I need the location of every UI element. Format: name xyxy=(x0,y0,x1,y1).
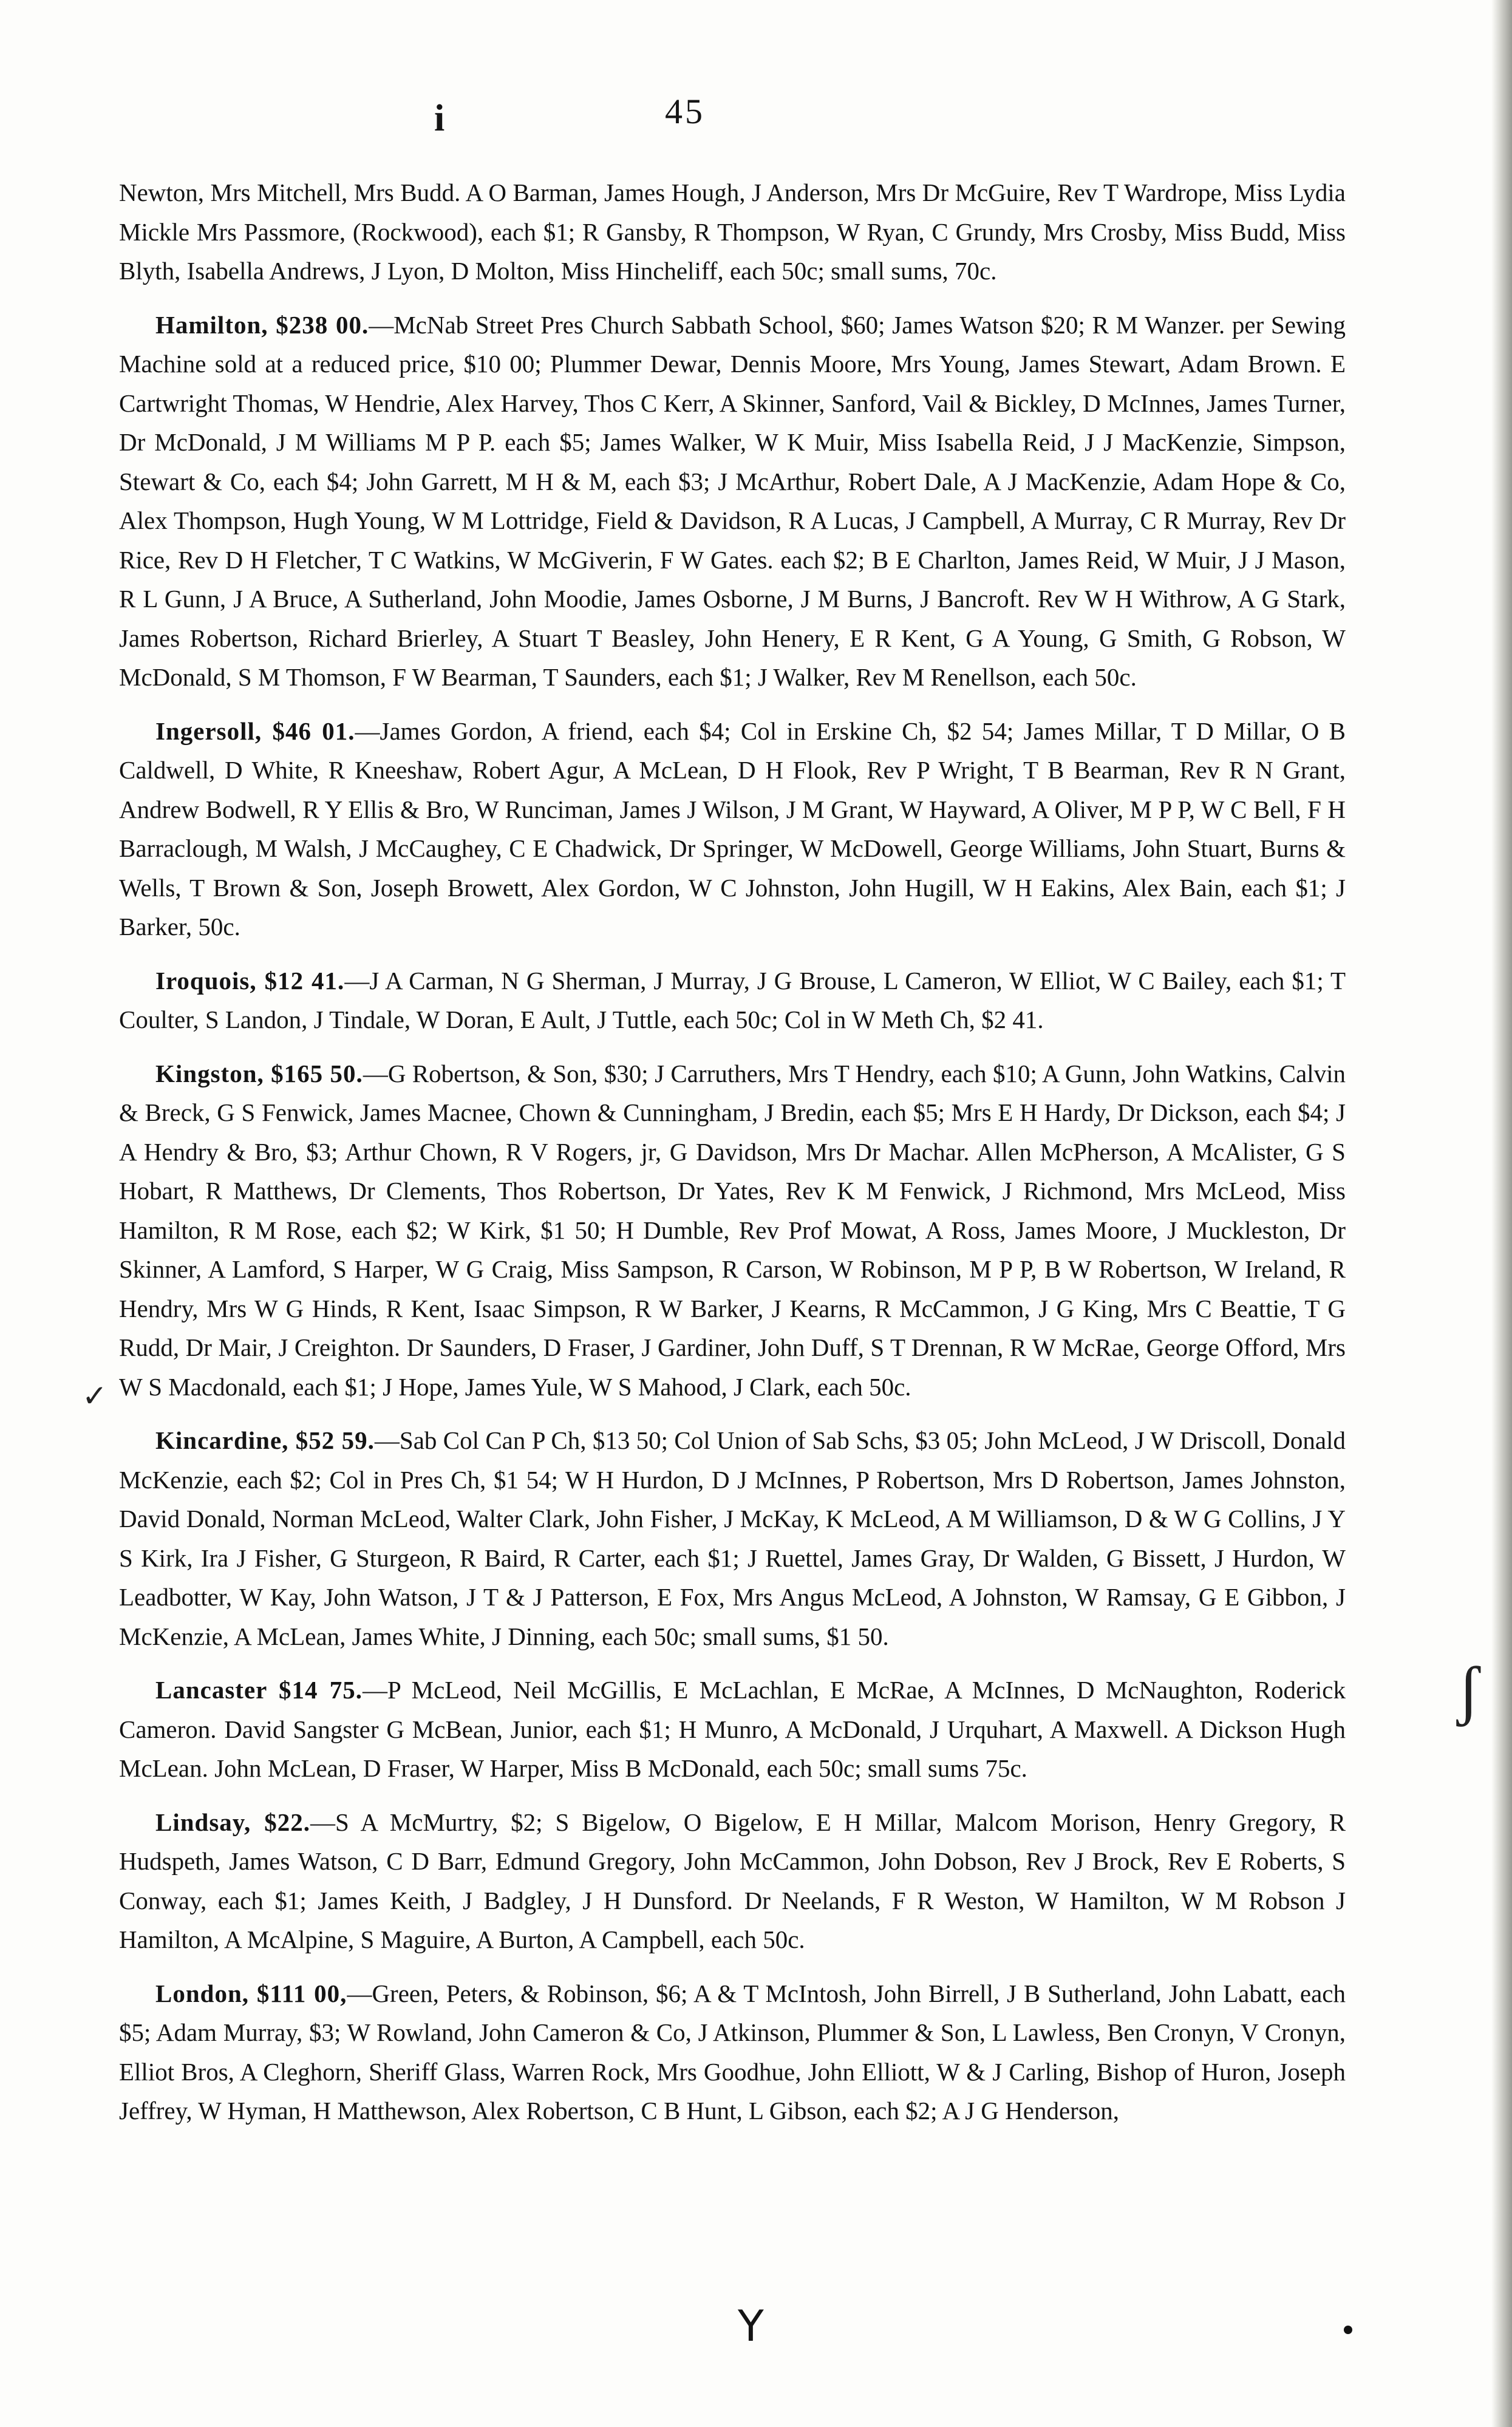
town-heading: Iroquois, $12 41. xyxy=(155,966,345,995)
margin-pen-mark: ʃ xyxy=(1457,1653,1480,1727)
town-heading: Hamilton, $238 00. xyxy=(155,310,369,339)
town-heading: London, $111 00, xyxy=(155,1979,347,2007)
corner-mark: i xyxy=(434,98,445,139)
page-header xyxy=(0,91,1512,140)
margin-check-mark: ✓ xyxy=(82,1379,107,1413)
entry-kingston xyxy=(119,1054,1346,1407)
entry-text: —Green, Peters, & Robinson, $6; A & T McIntosh, John Birrell, J B Sutherland, John Labatt, each $5; Adam Murray, $3; W Rowland, John Cameron & Co, J Atkinson, Plummer & Son, L Lawless, Ben Cronyn, V Cronyn, Elliot Bros, A Cleghorn, Sheriff Glass, Warren Rock, Mrs Goodhue, John Elliott, W & J Carling, Bishop of Huron, Joseph Jeffrey, W Hyman, H Matthewson, Alex Robertson, C B Hunt, L Gibson, each $2; A J G Henderson, xyxy=(119,1979,1346,2125)
entry-london xyxy=(119,1974,1346,2131)
town-heading: Lindsay, $22. xyxy=(155,1808,310,1836)
scan-edge-shadow xyxy=(1491,0,1512,2427)
town-heading: Lancaster $14 75. xyxy=(155,1676,363,1704)
entry-text: Newton, Mrs Mitchell, Mrs Budd. A O Barman, James Hough, J Anderson, Mrs Dr McGuire, Rev T Wardrope, Miss Lydia Mickle Mrs Passmore, (Rockwood), each $1; R Gansby, R Thompson, W Ryan, C Grundy, Mrs Crosby, Miss Budd, Miss Blyth, Isabella Andrews, J Lyon, D Molton, Miss Hincheliff, each 50c; small sums, 70c. xyxy=(119,179,1346,285)
subscription-list xyxy=(119,173,1346,2145)
stray-ink-dot xyxy=(1344,2326,1352,2334)
entry-lancaster xyxy=(119,1670,1346,1788)
entry-kincardine xyxy=(119,1421,1346,1656)
entry-text: —J A Carman, N G Sherman, J Murray, J G Brouse, L Cameron, W Elliot, W C Bailey, each $1; T Coulter, S Landon, J Tindale, W Doran, E Ault, J Tuttle, each 50c; Col in W Meth Ch, $2 41. xyxy=(119,966,1346,1033)
entry-text: —Sab Col Can P Ch, $13 50; Col Union of Sab Schs, $3 05; John McLeod, J W Driscoll, Donald McKenzie, each $2; Col in Pres Ch, $1 54; W H Hurdon, D J McInnes, P Robertson, Mrs D Robertson, James Johnston, David Donald, Norman McLeod, Walter Clark, John Fisher, J McKay, K McLeod, A M Williamson, D & W G Collins, J Y S Kirk, Ira J Fisher, G Sturgeon, R Baird, R Carter, each $1; J Ruettel, James Gray, Dr Walden, G Bissett, J Hurdon, W Leadbotter, W Kay, John Watson, J T & J Patterson, E Fox, Mrs Angus McLeod, A Johnston, W Ramsay, G E Gibbon, J McKenzie, A McLean, James White, J Dinning, each 50c; small sums, $1 50. xyxy=(119,1426,1346,1650)
entry-text: —James Gordon, A friend, each $4; Col in Erskine Ch, $2 54; James Millar, T D Millar, O B Caldwell, D White, R Kneeshaw, Robert Agur, A McLean, D H Flook, Rev P Wright, T B Bearman, Rev R N Grant, Andrew Bodwell, R Y Ellis & Bro, W Runciman, James J Wilson, J M Grant, W Hayward, A Oliver, M P P, W C Bell, F H Barraclough, M Walsh, J McCaughey, C E Chadwick, Dr Springer, W McDowell, George Williams, John Stuart, Burns & Wells, T Brown & Son, Joseph Browett, Alex Gordon, W C Johnston, John Hugill, W H Eakins, Alex Bain, each $1; J Barker, 50c. xyxy=(119,717,1346,941)
entry-text: —McNab Street Pres Church Sabbath School, $60; James Watson $20; R M Wanzer. per Sewing Machine sold at a reduced price, $10 00; Plummer Dewar, Dennis Moore, Mrs Young, James Stewart, Adam Brown. E Cartwright Thomas, W Hendrie, Alex Harvey, Thos C Kerr, A Skinner, Sanford, Vail & Bickley, D McInnes, James Turner, Dr McDonald, J M Williams M P P. each $5; James Walker, W K Muir, Miss Isabella Reid, J J MacKenzie, Simpson, Stewart & Co, each $4; John Garrett, M H & M, each $3; J McArthur, Robert Dale, A J MacKenzie, Adam Hope & Co, Alex Thompson, Hugh Young, W M Lottridge, Field & Davidson, R A Lucas, J Campbell, A Murray, C R Murray, Rev Dr Rice, Rev D H Fletcher, T C Watkins, W McGiverin, F W Gates. each $2; B E Charlton, James Reid, W Muir, J J Mason, R L Gunn, J A Bruce, A Sutherland, John Moodie, James Osborne, J M Burns, J Bancroft. Rev W H Withrow, A G Stark, James Robertson, Richard Brierley, A Stuart T Beasley, John Henery, E R Kent, G A Young, G Smith, G Robson, W McDonald, S M Thomson, F W Bearman, T Saunders, each $1; J Walker, Rev M Renellson, each 50c. xyxy=(119,310,1346,691)
entry-text: —S A McMurtry, $2; S Bigelow, O Bigelow, E H Millar, Malcom Morison, Henry Gregory, R Hudspeth, James Watson, C D Barr, Edmund Gregory, John McCammon, John Dobson, Rev J Brock, Rev E Roberts, S Conway, each $1; James Keith, J Badgley, J H Dunsford. Dr Neelands, F R Weston, W Hamilton, W M Robson J Hamilton, A McAlpine, S Maguire, A Burton, A Campbell, each 50c. xyxy=(119,1808,1346,1953)
town-heading: Kingston, $165 50. xyxy=(155,1059,363,1088)
footer-mark: Y xyxy=(738,2301,764,2351)
entry-text: —G Robertson, & Son, $30; J Carruthers, Mrs T Hendry, each $10; A Gunn, John Watkins, Calvin & Breck, G S Fenwick, James Macnee, Chown & Cunningham, J Bredin, each $5; Mrs E H Hardy, Dr Dickson, each $4; J A Hendry & Bro, $3; Arthur Chown, R V Rogers, jr, G Davidson, Mrs Dr Machar. Allen McPherson, A McAlister, G S Hobart, R Matthews, Dr Clements, Thos Robertson, Dr Yates, Rev K M Fenwick, J Richmond, Mrs McLeod, Miss Hamilton, R M Rose, each $2; W Kirk, $1 50; H Dumble, Rev Prof Mowat, A Ross, James Moore, J Muckleston, Dr Skinner, A Lamford, S Harper, W G Craig, Miss Sampson, R Carson, W Robinson, M P P, B W Robertson, W Ireland, R Hendry, Mrs W G Hinds, R Kent, Isaac Simpson, R W Barker, J Kearns, R McCammon, J G King, Mrs C Beattie, T G Rudd, Dr Mair, J Creighton. Dr Saunders, D Fraser, J Gardiner, John Duff, S T Drennan, R W McRae, George Offord, Mrs W S Macdonald, each $1; J Hope, James Yule, W S Mahood, J Clark, each 50c. xyxy=(119,1059,1346,1401)
town-heading: Ingersoll, $46 01. xyxy=(155,717,355,745)
entry-hamilton xyxy=(119,305,1346,697)
town-heading: Kincardine, $52 59. xyxy=(155,1426,375,1454)
entry-continuation xyxy=(119,173,1346,291)
entry-iroquois xyxy=(119,961,1346,1040)
entry-lindsay xyxy=(119,1803,1346,1959)
entry-ingersoll xyxy=(119,712,1346,947)
page-number: 45 xyxy=(665,92,705,131)
entry-text: —P McLeod, Neil McGillis, E McLachlan, E McRae, A McInnes, D McNaughton, Roderick Cameron. David Sangster G McBean, Junior, each $1; H Munro, A McDonald, J Urquhart, A Maxwell. A Dickson Hugh McLean. John McLean, D Fraser, W Harper, Miss B McDonald, each 50c; small sums 75c. xyxy=(119,1676,1346,1782)
